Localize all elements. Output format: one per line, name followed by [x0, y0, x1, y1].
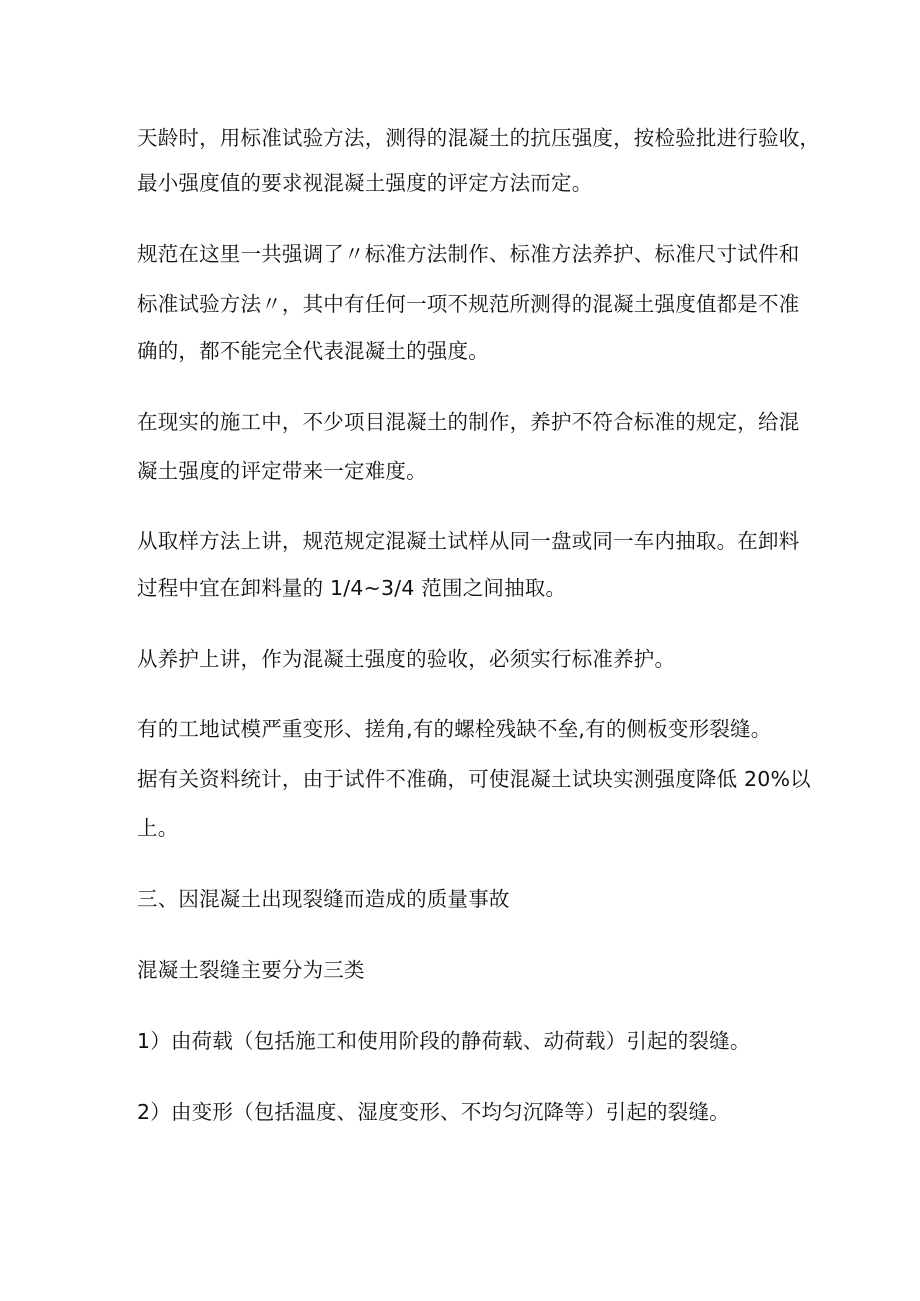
text-line: 最小强度值的要求视混凝土强度的评定方法而定。	[137, 171, 593, 195]
text-line: 凝土强度的评定带来一定难度。	[137, 459, 427, 483]
text-line: 标准试验方法〃，其中有任何一项不规范所测得的混凝土强度值都是不准	[137, 292, 800, 316]
text-line: 据有关资料统计，由于试件不准确，可使混凝土试块实测强度降低 20%以	[137, 767, 811, 791]
section-heading: 三、因混凝土出现裂缝而造成的质量事故	[137, 887, 510, 911]
text-line: 规范在这里一共强调了〃标准方法制作、标准方法养护、标准尺寸试件和	[137, 242, 800, 266]
text-line: 混凝土裂缝主要分为三类	[137, 958, 365, 982]
text-line: 从取样方法上讲，规范规定混凝土试样从同一盘或同一车内抽取。在卸料	[137, 529, 800, 553]
text-line: 上。	[137, 816, 179, 840]
text-line: 确的，都不能完全代表混凝土的强度。	[137, 339, 489, 363]
list-item: 2）由变形（包括温度、湿度变形、不均匀沉降等）引起的裂缝。	[137, 1100, 730, 1124]
text-line: 过程中宜在卸料量的 1/4~3/4 范围之间抽取。	[137, 576, 567, 600]
text-line: 在现实的施工中，不少项目混凝土的制作，养护不符合标准的规定，给混	[137, 410, 800, 434]
text-line: 从养护上讲，作为混凝土强度的验收，必须实行标准养护。	[137, 647, 676, 671]
text-line: 天龄时，用标准试验方法，测得的混凝土的抗压强度，按检验批进行验收，	[137, 126, 821, 150]
text-line: 有的工地试模严重变形、搓角,有的螺栓残缺不垒,有的侧板变形裂缝。	[137, 717, 772, 741]
list-item: 1）由荷载（包括施工和使用阶段的静荷载、动荷载）引起的裂缝。	[137, 1029, 751, 1053]
